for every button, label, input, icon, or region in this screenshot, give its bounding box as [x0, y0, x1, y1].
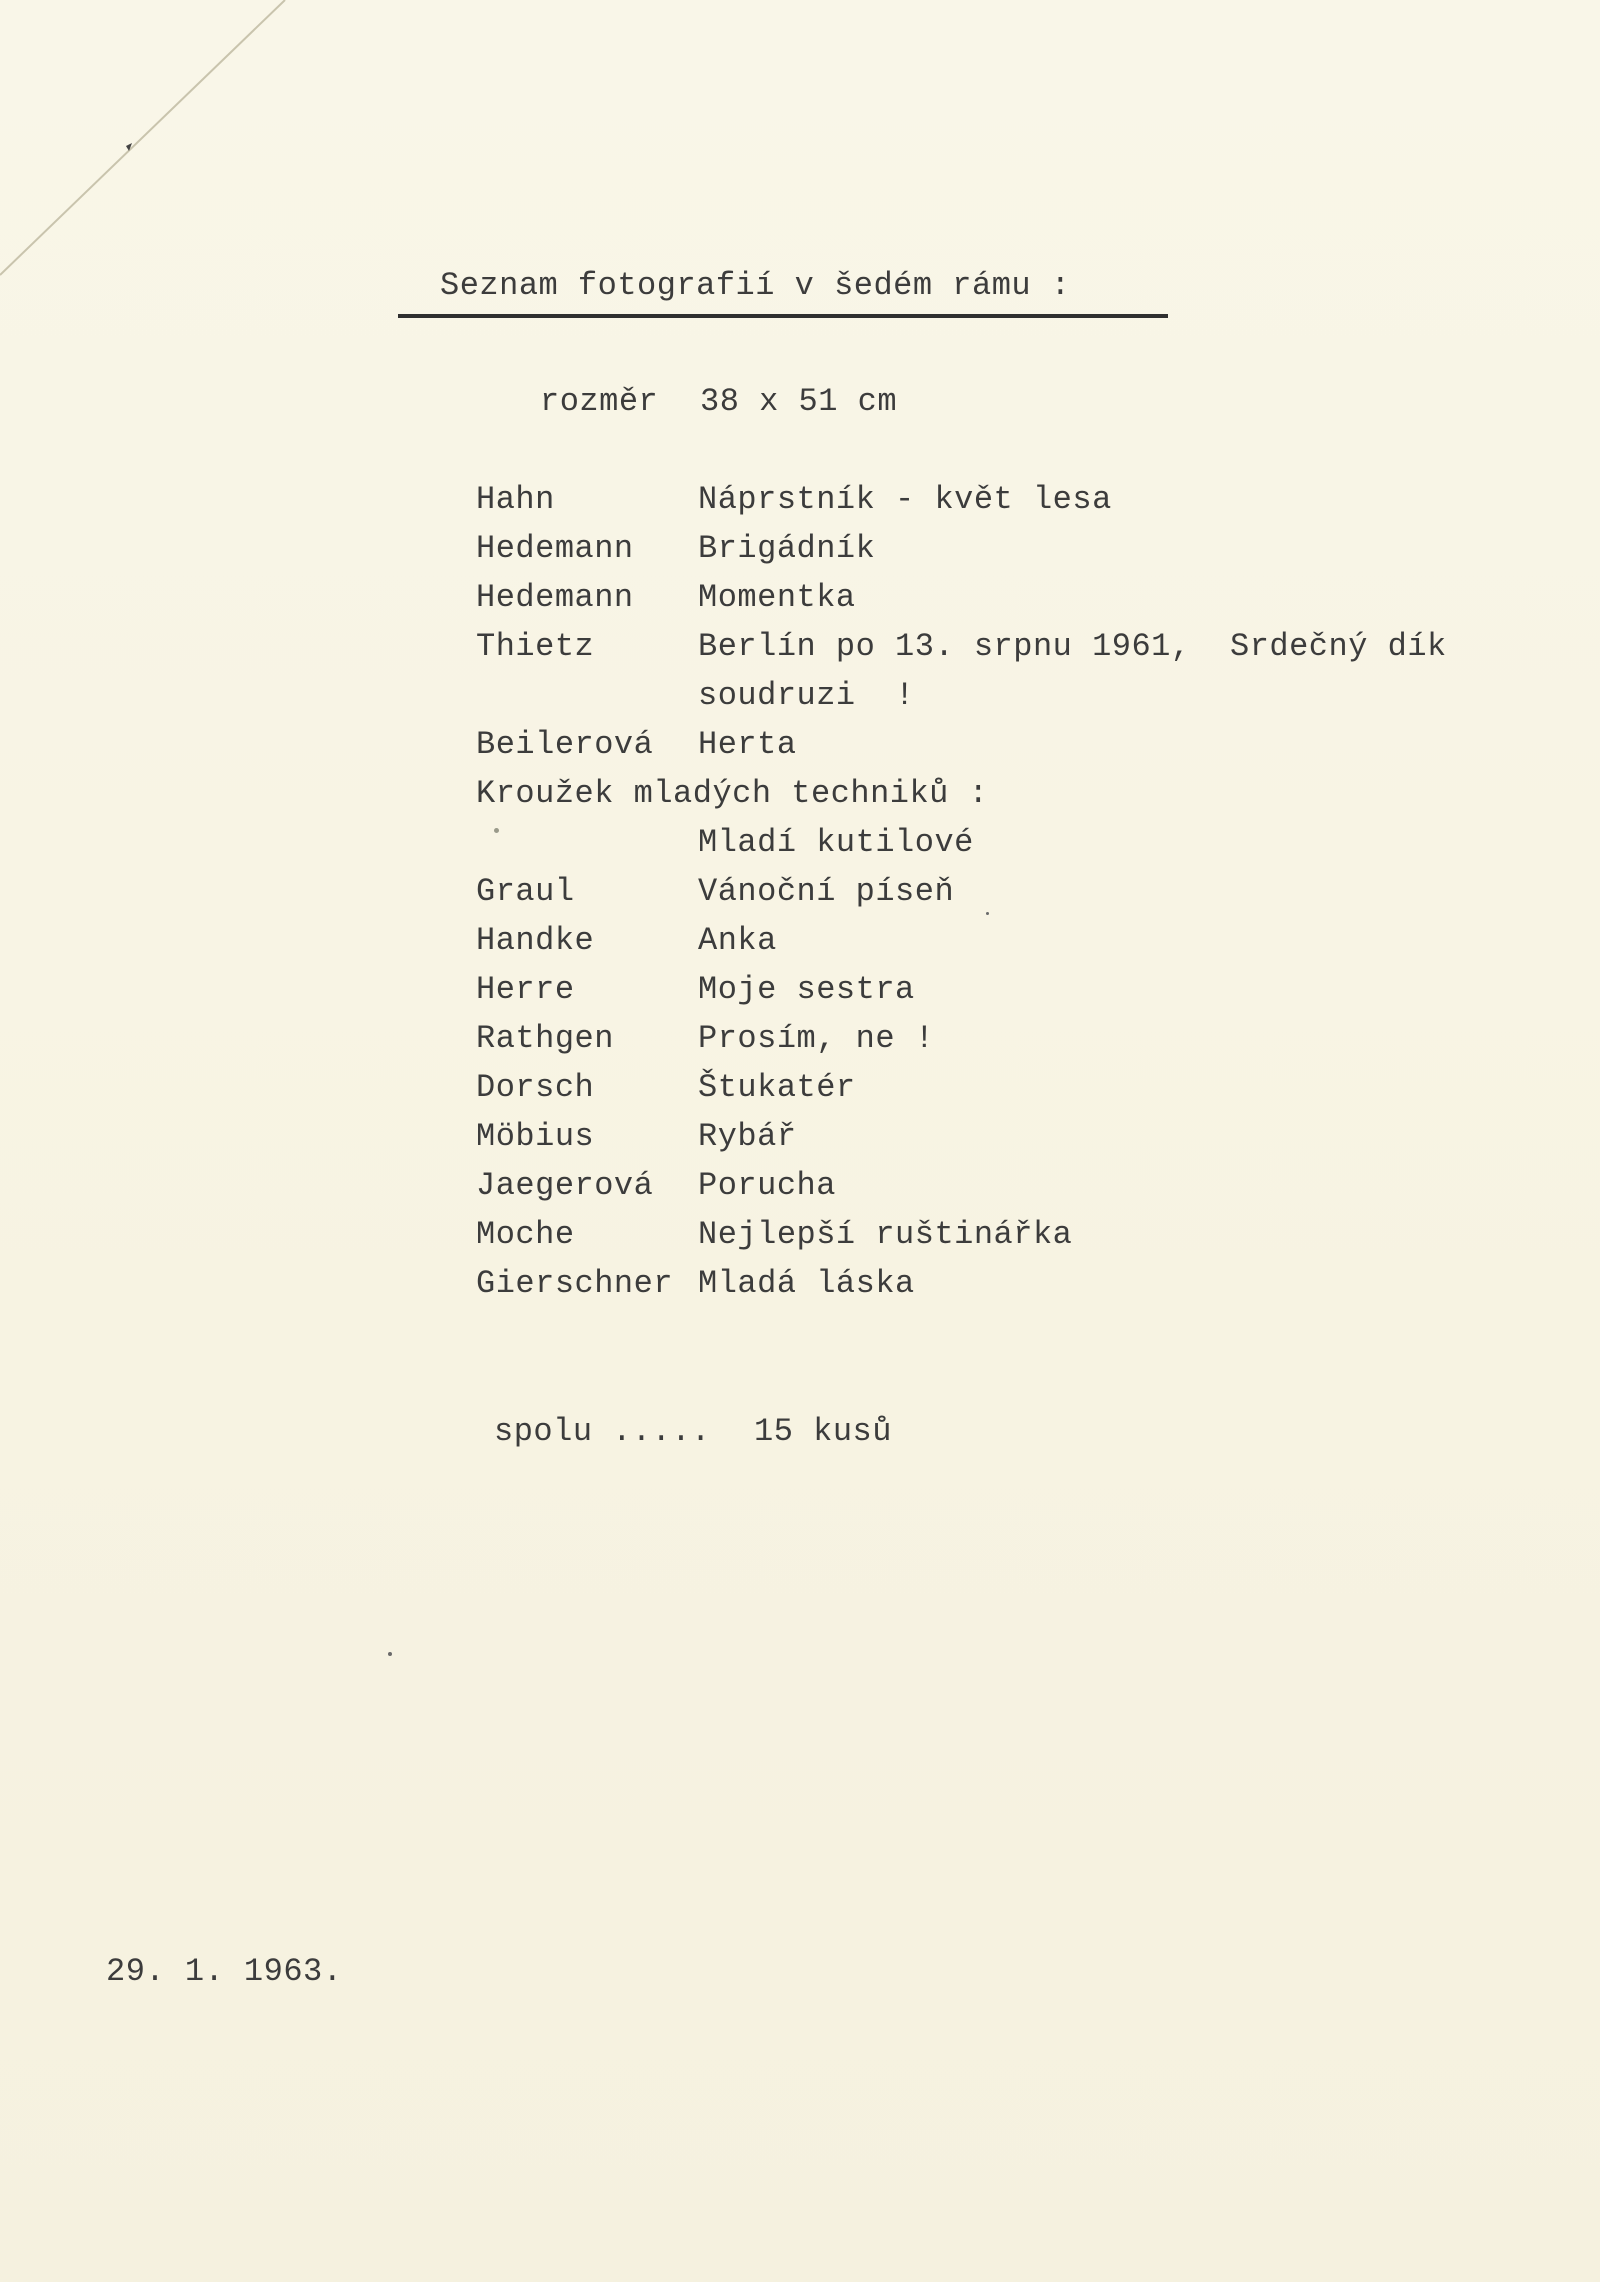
entry-work: Momentka: [698, 579, 856, 616]
entry-work: Anka: [698, 922, 777, 959]
entry-author: Moche: [476, 1216, 575, 1253]
entry-work: Porucha: [698, 1167, 836, 1204]
entry-work: Berlín po 13. srpnu 1961, Srdečný dík: [698, 628, 1447, 665]
folded-corner: [0, 0, 300, 300]
total-value: 15 kusů: [754, 1413, 892, 1450]
entry-work: Prosím, ne !: [698, 1020, 935, 1057]
entry-author: Handke: [476, 922, 595, 959]
entry-work: Mladí kutilové: [698, 824, 974, 861]
size-value: 38 x 51 cm: [700, 383, 898, 420]
entry-work: Herta: [698, 726, 797, 763]
entry-work: Náprstník - květ lesa: [698, 481, 1112, 518]
entry-author: Gierschner: [476, 1265, 674, 1302]
entry-author: Rathgen: [476, 1020, 614, 1057]
size-label: rozměr: [540, 383, 659, 420]
entry-author: Hedemann: [476, 530, 634, 567]
entry-work: soudruzi !: [698, 677, 915, 714]
document-title: Seznam fotografií v šedém rámu :: [440, 267, 1071, 304]
entry-author: Thietz: [476, 628, 595, 665]
entry-author: Dorsch: [476, 1069, 595, 1106]
title-underline: [398, 314, 1168, 318]
entry-work: Brigádník: [698, 530, 876, 567]
paper-speck: [494, 828, 499, 833]
entry-work: Nejlepší ruštinářka: [698, 1216, 1073, 1253]
entry-work: Moje sestra: [698, 971, 915, 1008]
entry-work: Štukatér: [698, 1069, 856, 1106]
entry-author: Möbius: [476, 1118, 595, 1155]
entry-author: Hedemann: [476, 579, 634, 616]
entry-work: Vánoční píseň: [698, 873, 955, 910]
entry-author: Jaegerová: [476, 1167, 654, 1204]
entry-author: Graul: [476, 873, 575, 910]
entry-author: Herre: [476, 971, 575, 1008]
entry-group-heading: Kroužek mladých techniků :: [476, 775, 989, 812]
paper-speck: [986, 912, 989, 915]
entry-author: Hahn: [476, 481, 555, 518]
entry-author: Beilerová: [476, 726, 654, 763]
entry-work: Rybář: [698, 1118, 797, 1155]
document-date: 29. 1. 1963.: [106, 1953, 343, 1990]
paper-speck: [388, 1652, 392, 1656]
total-label: spolu .....: [494, 1413, 711, 1450]
entry-work: Mladá láska: [698, 1265, 915, 1302]
